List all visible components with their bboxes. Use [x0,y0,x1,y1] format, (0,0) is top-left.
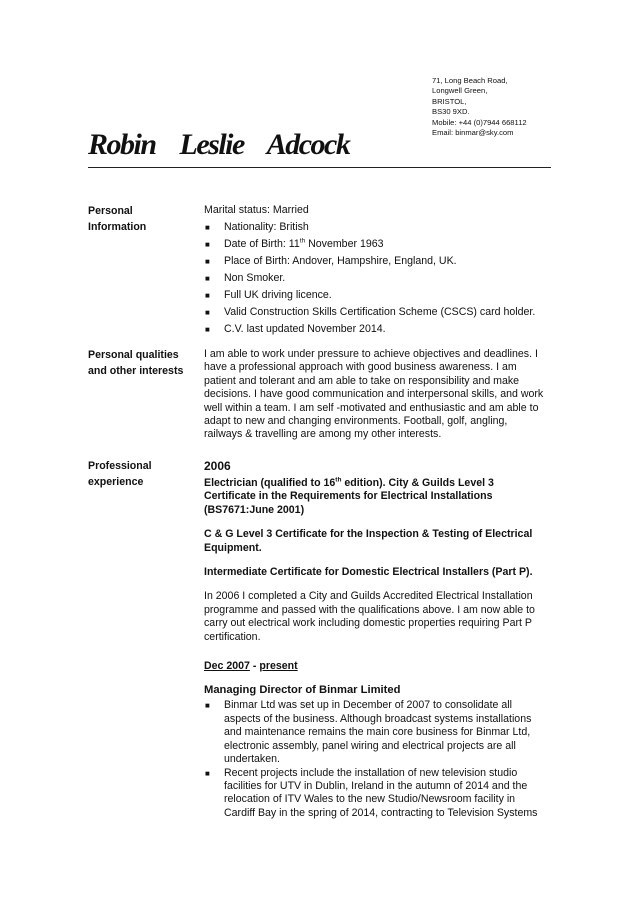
bullet-icon: ■ [205,325,210,334]
training-paragraph: In 2006 I completed a City and Guilds Accredited Electrical Installation programme and passed with the qualifications above. I am now able to carry out electrical work including domestic properties requiring Part P certification. [204,590,535,643]
candidate-name: Robin Leslie Adcock [88,128,350,161]
bullet-icon: ■ [205,291,210,300]
qualification-inspection-testing: C & G Level 3 Certificate for the Inspection & Testing of Electrical Equipment. [204,528,533,554]
header-divider [88,167,551,168]
list-item: ■ Binmar Ltd was set up in December of 2007 to consolidate all aspects of the business. Although broadcast systems installations and maintenance remains the main core business for Binmar Ltd, electronic assembly, panel wiring and electrical projects are all undertaken. [205,699,532,766]
section-label-professional-experience: Professional experience [88,460,152,488]
employment-period: Dec 2007 - present [204,660,298,673]
list-item: ■ Date of Birth: 11th November 1963 [204,236,554,253]
qualification-part-p: Intermediate Certificate for Domestic Electrical Installers (Part P). [204,566,533,579]
section-label-personal-information: Personal Information [88,205,147,233]
bullet-icon: ■ [205,274,210,283]
address-line: Longwell Green, [432,86,488,96]
bullet-icon: ■ [205,701,210,711]
contact-address-block [432,76,527,138]
email-line: Email: binmar@sky.com [432,128,514,138]
bullet-icon: ■ [205,257,210,266]
list-item: ■ Recent projects include the installation of new television studio facilities for UTV in Dublin, Ireland in the autumn of 2014 and the relocation of ITV Wales to the new Studio/Newsroom facility in Cardiff Bay in the spring of 2014, contracting to Television Systems [205,766,538,819]
bullet-icon: ■ [205,240,210,249]
professional-experience-content [204,459,554,820]
list-item: ■ C.V. last updated November 2014. [204,321,554,338]
bullet-icon: ■ [205,768,210,778]
list-item: ■ Place of Birth: Andover, Hampshire, England, UK. [204,253,554,270]
section-label-personal-qualities: Personal qualities and other interests [88,349,184,377]
experience-year: 2006 [204,459,231,473]
list-item: ■ Valid Construction Skills Certification Scheme (CSCS) card holder. [204,304,554,321]
qualification-electrician: Electrician (qualified to 16th edition). City & Guilds Level 3 Certificate in the Requirements for Electrical Installations (BS7671:June 2001) [204,476,494,516]
list-item: ■ Non Smoker. [204,270,554,287]
mobile-line: Mobile: +44 (0)7944 668112 [432,117,527,127]
bullet-icon: ■ [205,223,210,232]
address-line: 71, Long Beach Road, [432,76,508,85]
marital-status: Marital status: Married [204,204,309,216]
job-title: Managing Director of Binmar Limited [204,684,401,697]
address-line: BRISTOL, [432,96,467,106]
bullet-icon: ■ [205,308,210,317]
personal-information-list [204,202,554,338]
address-line: BS30 9XD. [432,107,470,117]
personal-qualities-text: I am able to work under pressure to achieve objectives and deadlines. I have a professional approach with good business awareness. I am patient and tolerant and am able to take on responsibility and make decisions. I have good communication and interpersonal skills, and work well within a team. I am self -motivated and enthusiastic and am able to adapt to new and changing environments. Football, golf, angling, railways & travelling are among my other interests. [204,348,544,441]
list-item: ■ Full UK driving licence. [204,287,554,304]
list-item: ■ Nationality: British [204,219,554,236]
